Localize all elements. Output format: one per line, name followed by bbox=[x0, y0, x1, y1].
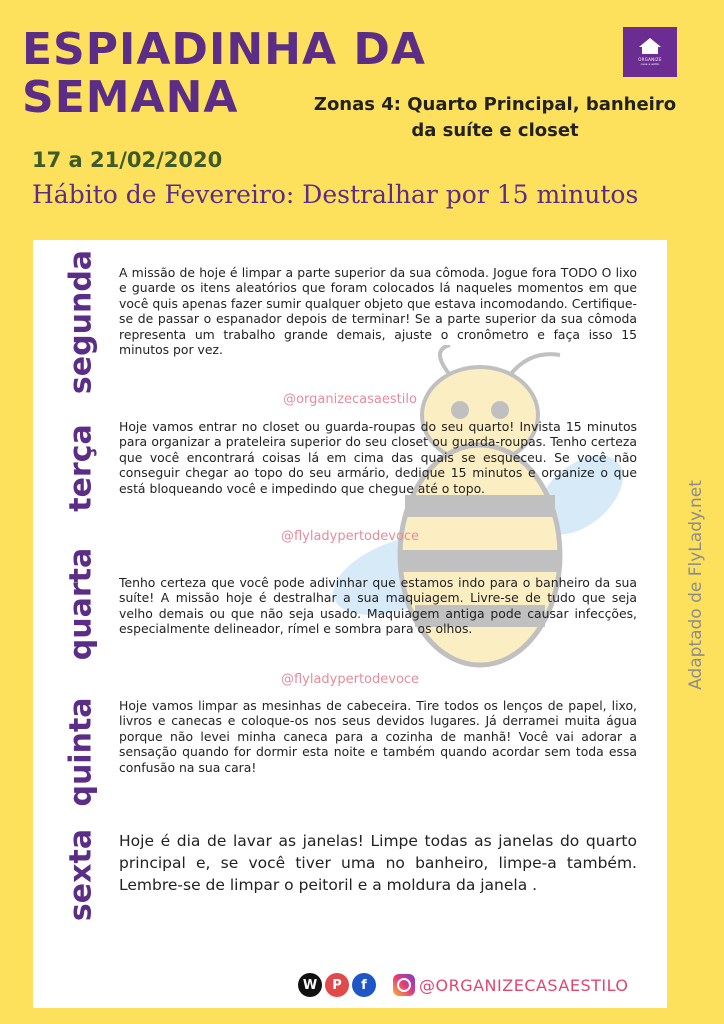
logo-subtext: casa e estilo bbox=[640, 62, 660, 66]
day-label-wednesday: quarta bbox=[63, 547, 99, 661]
instagram-handle[interactable]: @ORGANIZECASAESTILO bbox=[419, 975, 629, 995]
zones-line-2: da suíte e closet bbox=[411, 120, 579, 141]
monday-task: A missão de hoje é limpar a parte superior da sua cômoda. Jogue fora TODO O lixo e guarde os itens aleatórios que foram colocados lá naqueles momentos em que você quis apenas fazer sumir qualquer objeto que estava incomodando. Certifique-se de passar o espanador depois de terminar! Se a parte superior da sua cômoda representa um trabalho grande demais, ajuste o cronômetro e faça isso 15 minutos por vez. bbox=[119, 265, 637, 358]
handle-organizecasaestilo[interactable]: @organizecasaestilo bbox=[283, 392, 417, 407]
logo-text: ORGANIZE bbox=[638, 57, 662, 62]
side-credit: Adaptado de FlyLady.net bbox=[686, 480, 706, 690]
thursday-task: Hoje vamos limpar as mesinhas de cabeceira. Tire todos os lenços de papel, lixo, livros e canecas e coloque-os nos seus devidos lugares. Já derramei muita água porque não levei minha caneca para a cozinha de manhã! Você vai adorar a sensação quando for dormir esta noite e também quando acordar sem toda essa confusão na sua cara! bbox=[119, 698, 637, 775]
zones-subtitle bbox=[290, 92, 700, 144]
title-line-2: SEMANA bbox=[22, 72, 239, 123]
day-label-monday: segunda bbox=[63, 249, 99, 395]
date-range: 17 a 21/02/2020 bbox=[32, 148, 223, 172]
wednesday-task: Tenho certeza que você pode adivinhar que estamos indo para o banheiro da sua suíte! A missão hoje é destralhar a sua maquiagem. Livre-se de tudo que seja velho demais ou que não seja usado. Maquiagem antiga pode causar infecções, especialmente delineador, rímel e sombra para os olhos. bbox=[119, 575, 637, 637]
handle-flyladypertodevoce[interactable]: @flyladypertodevoce bbox=[280, 529, 420, 544]
zones-line-1: Zonas 4: Quarto Principal, banheiro bbox=[313, 94, 677, 115]
wordpress-icon[interactable]: W bbox=[298, 973, 322, 997]
day-label-tuesday: terça bbox=[63, 424, 99, 512]
monthly-habit: Hábito de Fevereiro: Destralhar por 15 minutos bbox=[32, 180, 639, 209]
day-label-friday: sexta bbox=[63, 828, 99, 922]
social-footer bbox=[298, 972, 629, 998]
handle-flyladypertodevoce-2[interactable]: @flyladypertodevoce bbox=[280, 672, 420, 687]
tuesday-task: Hoje vamos entrar no closet ou guarda-roupas do seu quarto! Invista 15 minutos para organizar a prateleira superior do seu closet ou guarda-roupas. Tenho certeza que você encontrará coisas lá em cima das quais se esqueceu. Se você não conseguir chegar ao topo do seu armário, dedique 15 minutos e organize o que está bloqueando você e impedindo que chegue até o topo. bbox=[119, 419, 637, 496]
brand-logo bbox=[623, 27, 677, 77]
instagram-icon[interactable] bbox=[393, 974, 415, 996]
facebook-icon[interactable]: f bbox=[352, 973, 376, 997]
title-line-1: ESPIADINHA DA bbox=[22, 24, 426, 75]
friday-task: Hoje é dia de lavar as janelas! Limpe todas as janelas do quarto principal e, se você tiver uma no banheiro, limpe-a também. Lembre-se de limpar o peitoril e a moldura da janela . bbox=[119, 832, 637, 894]
pinterest-icon[interactable]: P bbox=[325, 973, 349, 997]
day-label-thursday: quinta bbox=[63, 697, 99, 807]
